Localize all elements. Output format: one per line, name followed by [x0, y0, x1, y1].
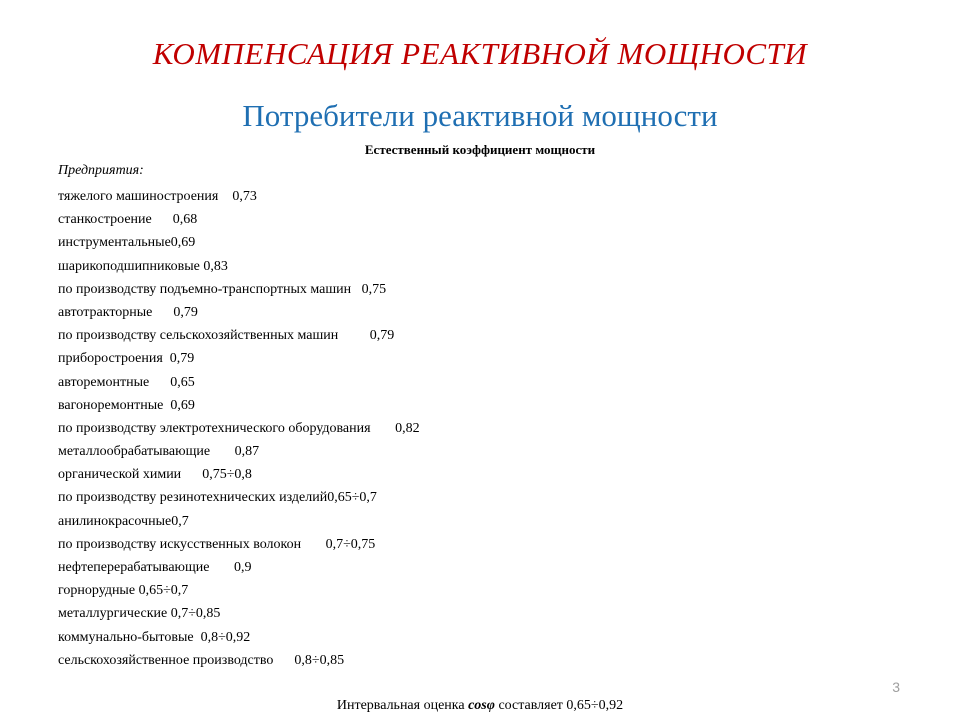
- enterprise-name: шарикоподшипниковые: [58, 258, 204, 274]
- page-number: 3: [892, 679, 900, 695]
- power-factor-value: 0,7: [171, 513, 189, 529]
- power-factor-value: 0,82: [395, 420, 420, 436]
- enterprise-name: анилинокрасочные: [58, 513, 172, 529]
- footer-note: [0, 698, 960, 714]
- power-factor-value: 0,83: [203, 258, 228, 274]
- enterprise-name: нефтеперерабатывающие: [58, 560, 234, 575]
- slide-title: КОМПЕНСАЦИЯ РЕАКТИВНОЙ МОЩНОСТИ: [152, 36, 808, 71]
- enterprise-name: металлургические: [58, 606, 171, 622]
- power-factor-value: 0,65: [170, 374, 195, 390]
- power-factor-value: 0,68: [172, 212, 198, 228]
- cos-phi-symbol: cosφ: [468, 698, 495, 713]
- enterprise-name: авторемонтные: [58, 374, 171, 390]
- power-factor-value: 0,79: [369, 328, 395, 344]
- list-item: [58, 394, 420, 417]
- enterprise-name: коммунально-бытовые: [58, 629, 201, 645]
- list-item: [58, 208, 420, 231]
- list-item: [58, 510, 420, 533]
- enterprise-name: станкостроение: [58, 212, 173, 228]
- list-item: [58, 649, 420, 672]
- power-factor-value: 0,87: [234, 444, 260, 460]
- enterprise-name: по производству искусственных волокон: [58, 536, 326, 552]
- power-factor-value: 0,79: [173, 304, 198, 320]
- section-heading: Естественный коэффициент мощности: [364, 142, 596, 157]
- enterprise-name: автотракторные: [58, 304, 174, 320]
- power-factor-value: 0,7÷0,85: [170, 606, 221, 622]
- list-item: [58, 440, 420, 463]
- list-item: [58, 626, 420, 649]
- power-factor-value: 0,8÷0,92: [200, 629, 251, 645]
- enterprise-list: [58, 185, 420, 672]
- power-factor-value: 0,69: [170, 397, 195, 413]
- list-item: [58, 417, 420, 440]
- list-item: [58, 579, 420, 602]
- list-item: [58, 371, 420, 394]
- enterprise-name: тяжелого машиностроения: [58, 189, 233, 204]
- list-item: [58, 347, 420, 370]
- power-factor-value: 0,7÷0,75: [325, 536, 376, 552]
- power-factor-value: 0,69: [170, 235, 196, 251]
- enterprise-name: по производству сельскохозяйственных машин: [58, 328, 370, 344]
- enterprise-name: органической химии: [58, 467, 203, 483]
- list-item: [58, 301, 420, 324]
- power-factor-value: 0,75: [361, 281, 387, 297]
- enterprise-name: по производству электротехнического оборудования: [58, 420, 396, 436]
- list-intro: Предприятия:: [58, 163, 144, 178]
- list-item: [58, 231, 420, 254]
- list-item: [58, 324, 420, 347]
- enterprise-name: инструментальные: [58, 235, 171, 251]
- list-item: [58, 185, 420, 208]
- list-item: [58, 255, 420, 278]
- enterprise-name: по производству резинотехнических изделий: [58, 490, 328, 506]
- enterprise-name: горнорудные: [58, 583, 139, 599]
- list-item: [58, 533, 420, 556]
- list-item: [58, 278, 420, 301]
- slide-subtitle: Потребители реактивной мощности: [242, 98, 718, 133]
- power-factor-value: 0,73: [232, 189, 257, 204]
- list-item: [58, 486, 420, 509]
- enterprise-name: сельскохозяйственное производство: [58, 652, 295, 668]
- list-item: [58, 463, 420, 486]
- power-factor-value: 0,8÷0,85: [294, 652, 345, 668]
- power-factor-value: 0,75÷0,8: [202, 467, 252, 483]
- enterprise-name: вагоноремонтные: [58, 397, 171, 413]
- power-factor-value: 0,9: [234, 560, 252, 575]
- enterprise-name: приборостроения: [58, 351, 170, 367]
- footer-prefix: Интервальная оценка: [336, 698, 469, 713]
- power-factor-value: 0,65÷0,7: [138, 583, 189, 599]
- power-factor-value: 0,79: [169, 351, 195, 367]
- list-item: [58, 602, 420, 625]
- enterprise-name: по производству подъемно-транспортных машин: [58, 281, 362, 297]
- enterprise-name: металлообрабатывающие: [58, 444, 235, 460]
- power-factor-value: 0,65÷0,7: [327, 490, 377, 506]
- footer-suffix: составляет 0,65÷0,92: [494, 698, 624, 713]
- list-item: [58, 556, 420, 579]
